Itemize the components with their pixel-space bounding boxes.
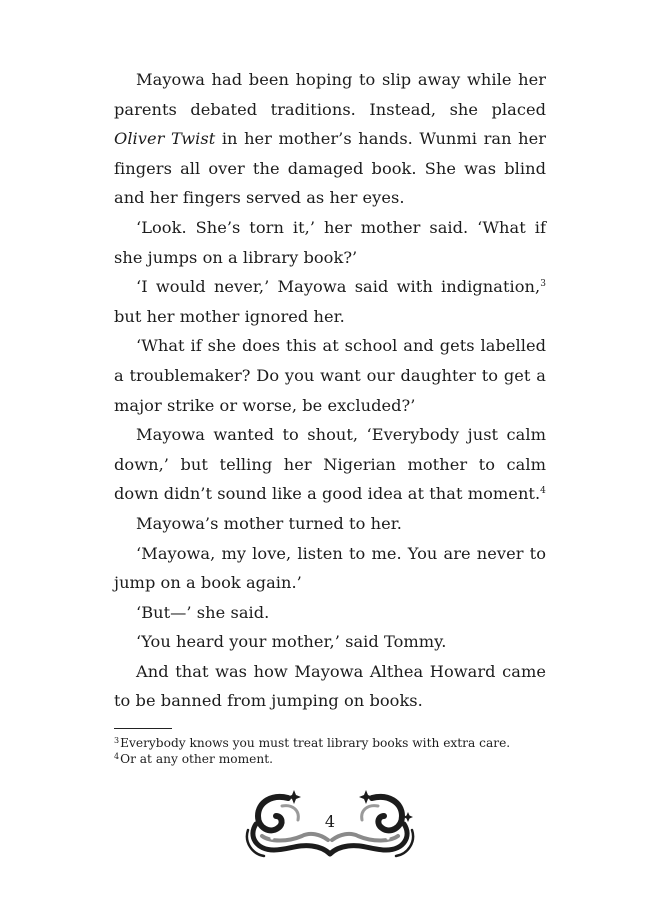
paragraph-text: Mayowa wanted to shout, ‘Everybody just calm down,’ but telling her Nigerian mother to calm down didn’t sound like a good idea at that moment. — [114, 425, 546, 504]
paragraph — [114, 65, 546, 213]
footnote-text: Everybody knows you must treat library books with extra care. — [120, 736, 511, 750]
book-title: Oliver Twist — [114, 129, 216, 149]
footnotes — [114, 728, 554, 767]
paragraph-text: in her mother’s hands. Wunmi ran her fingers all over the damaged book. She was blind and her fingers served as her eyes. — [114, 129, 546, 208]
paragraph: Mayowa’s mother turned to her. — [136, 513, 402, 533]
footnote-mark: 4 — [114, 752, 120, 761]
body-text — [114, 65, 546, 716]
paragraph: ‘You heard your mother,’ said Tommy. — [136, 632, 447, 652]
footnote-text: Or at any other moment. — [120, 752, 273, 766]
paragraph: And that was how Mayowa Althea Howard came to be banned from jumping on books. — [114, 661, 546, 711]
paragraph-text: ‘I would never,’ Mayowa said with indignation, — [136, 277, 541, 297]
paragraph: ‘But—’ she said. — [136, 602, 270, 622]
paragraph: ‘What if she does this at school and gets labelled a troublemaker? Do you want our daughter to get a major strike or worse, be excluded?’ — [114, 336, 546, 415]
paragraph — [114, 272, 546, 331]
paragraph: ‘Look. She’s torn it,’ her mother said. ‘What if she jumps on a library book?’ — [114, 217, 546, 267]
page-number: 4 — [324, 812, 336, 831]
paragraph: ‘Mayowa, my love, listen to me. You are never to jump on a book again.’ — [114, 543, 546, 593]
footnote-mark: 3 — [114, 736, 120, 745]
footnote-rule — [114, 728, 172, 729]
footnote — [114, 735, 554, 751]
paragraph-text: Mayowa had been hoping to slip away while her parents debated traditions. Instead, she placed — [114, 70, 546, 119]
footnote-reference: 4 — [540, 486, 546, 497]
paragraph — [114, 420, 546, 509]
footnote — [114, 751, 554, 767]
footnote-reference: 3 — [540, 279, 546, 290]
paragraph-text: but her mother ignored her. — [114, 306, 345, 326]
